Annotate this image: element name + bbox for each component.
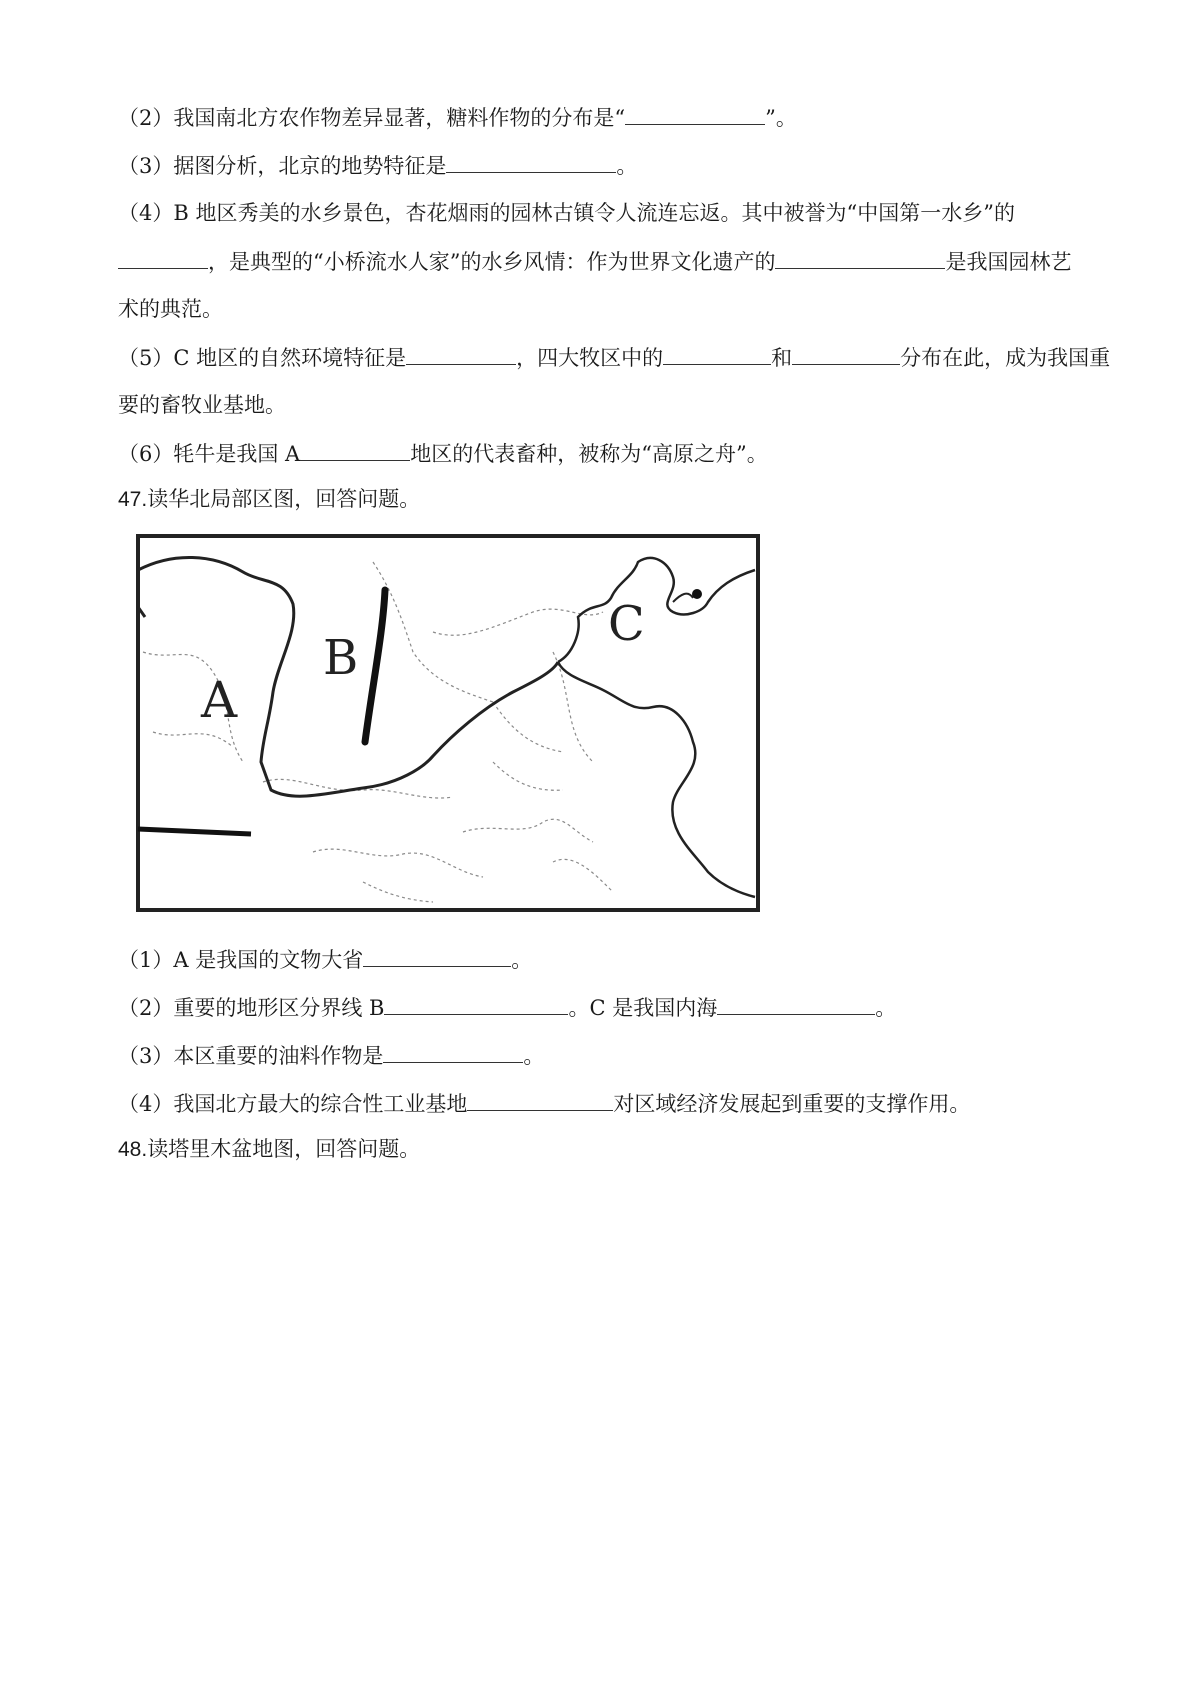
answer-blank[interactable] [625,102,765,125]
answer-blank[interactable] [792,342,900,365]
q47-sub2 [118,992,896,1023]
question-title: 读塔里木盆地图，回答问题。 [147,1137,421,1161]
question-text: 要的畜牧业基地。 [118,393,286,417]
question-text: ”。 [765,106,797,130]
q47-sub3 [118,1040,544,1071]
question-text: 和 [771,346,793,370]
question-text: 本区重要的油料作物是 [173,1044,384,1068]
q46-sub4-line3 [118,294,223,324]
q47-sub1 [118,944,532,975]
map-label-b: B [323,630,359,686]
answer-blank[interactable] [383,1040,523,1063]
question-text: 重要的地形区分界线 B [173,996,385,1020]
question-text: ，四大牧区中的 [516,346,664,370]
sub-label: （4） [118,201,174,225]
q46-sub4-line2 [118,246,1071,277]
question-text: 地区的代表畜种，被称为“高原之舟”。 [410,442,768,466]
question-text: 。 [875,996,897,1020]
question-text: 牦牛是我国 A [173,442,301,466]
q47-title [118,484,420,515]
question-number: 48. [118,1138,148,1161]
question-number: 47. [118,488,148,511]
question-text: 。 [616,154,638,178]
q46-sub4-line1 [118,198,1015,228]
city-dot [692,589,702,599]
answer-blank[interactable] [118,246,208,269]
answer-blank[interactable] [384,992,568,1015]
question-text: 是我国园林艺 [945,250,1072,274]
question-text: 。C 是我国内海 [568,996,718,1020]
question-text: 分布在此，成为我国重 [900,346,1111,370]
answer-blank[interactable] [467,1088,613,1111]
q46-sub5-line1 [118,342,1110,373]
question-text: 我国北方最大的综合性工业基地 [173,1092,468,1116]
map-label-c: C [608,596,645,652]
sub-label: （5） [118,346,174,370]
sub-label: （4） [118,1092,174,1116]
sub-label: （3） [118,1044,174,1068]
answer-blank[interactable] [406,342,516,365]
q48-title [118,1134,420,1165]
north-china-map [133,532,765,916]
answer-blank[interactable] [300,438,410,461]
answer-blank[interactable] [363,944,511,967]
q47-sub4 [118,1088,970,1119]
sub-label: （6） [118,442,174,466]
sub-label: （2） [118,106,174,130]
question-text: 据图分析，北京的地势特征是 [173,154,447,178]
question-text: 术的典范。 [118,297,223,321]
answer-blank[interactable] [663,342,771,365]
q46-sub6 [118,438,768,469]
question-title: 读华北局部区图，回答问题。 [147,487,421,511]
answer-blank[interactable] [717,992,875,1015]
map-label-a: A [201,671,238,729]
sub-label: （3） [118,154,174,178]
question-text: C 地区的自然环境特征是 [173,346,407,370]
sub-label: （2） [118,996,174,1020]
sub-label: （1） [118,948,174,972]
question-text: 。 [511,948,533,972]
q46-sub5-line2 [118,390,286,420]
question-text: B 地区秀美的水乡景色，杏花烟雨的园林古镇令人流连忘返。其中被誉为“中国第一水乡”的 [173,201,1015,225]
q46-sub2 [118,102,797,133]
question-text: 我国南北方农作物差异显著，糖料作物的分布是“ [173,106,626,130]
question-text: ，是典型的“小桥流水人家”的水乡风情：作为世界文化遗产的 [208,250,776,274]
question-text: 。 [523,1044,545,1068]
question-text: A 是我国的文物大省 [173,948,364,972]
q46-sub3 [118,150,637,181]
answer-blank[interactable] [446,150,616,173]
question-text: 对区域经济发展起到重要的支撑作用。 [613,1092,971,1116]
answer-blank[interactable] [775,246,945,269]
